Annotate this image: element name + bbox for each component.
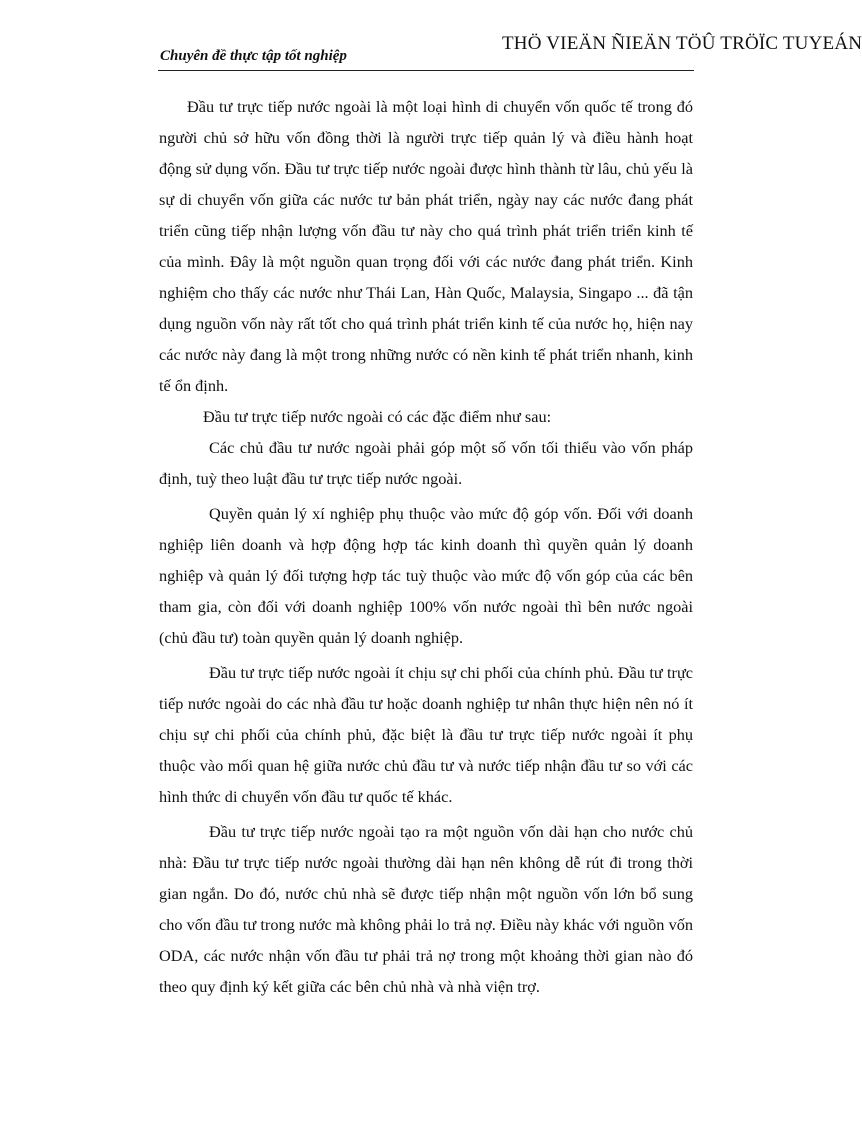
paragraph: Đầu tư trực tiếp nước ngoài tạo ra một nguồn vốn dài hạn cho nước chủ nhà: Đầu tư trực tiếp nước ngoài thường dài hạn nên không dễ rút đi trong thời gian ngắn. Do đó, nước chủ nhà sẽ được tiếp nhận một nguồn vốn lớn bổ sung cho vốn đầu tư trong nước mà không phải lo trả nợ. Điều này khác với nguồn vốn ODA, các nước nhận vốn đầu tư phải trả nợ trong một khoảng thời gian nào đó theo quy định ký kết giữa các bên chủ nhà và nhà viện trợ. — [159, 822, 693, 996]
document-body — [159, 91, 693, 1002]
library-watermark: THÖ VIEÄN ÑIEÄN TÖÛ TRÖÏC TUYEÁN — [502, 33, 862, 54]
header-title: Chuyên đề thực tập tốt nghiệp — [160, 48, 347, 64]
paragraph: Quyền quản lý xí nghiệp phụ thuộc vào mức độ góp vốn. Đối với doanh nghiệp liên doanh và hợp động hợp tác kinh doanh thì quyền quản lý doanh nghiệp và quản lý đối tượng hợp tác tuỳ thuộc vào mức độ vốn góp của các bên tham gia, còn đối với doanh nghiệp 100% vốn nước ngoài thì bên nước ngoài (chủ đầu tư) toàn quyền quản lý doanh nghiệp. — [159, 504, 693, 647]
paragraph: Đầu tư trực tiếp nước ngoài là một loại hình di chuyển vốn quốc tế trong đó người chủ sở hữu vốn đồng thời là người trực tiếp quản lý và điều hành hoạt động sử dụng vốn. Đầu tư trực tiếp nước ngoài được hình thành từ lâu, chủ yếu là sự di chuyển vốn giữa các nước tư bản phát triển, ngày nay các nước đang phát triển cũng tiếp nhận lượng vốn đầu tư này cho quá trình phát triển triển kinh tế của mình. Đây là một nguồn quan trọng đối với các nước đang phát triển. Kinh nghiệm cho thấy các nước như Thái Lan, Hàn Quốc, Malaysia, Singapo ... đã tận dụng nguồn vốn này rất tốt cho quá trình phát triển kinh tế của nước họ, hiện nay các nước này đang là một trong những nước có nền kinh tế phát triển nhanh, kinh tế ổn định. — [159, 97, 693, 395]
paragraph: Các chủ đầu tư nước ngoài phải góp một số vốn tối thiểu vào vốn pháp định, tuỳ theo luật đầu tư trực tiếp nước ngoài. — [159, 438, 693, 488]
header-divider — [158, 70, 694, 71]
paragraph: Đầu tư trực tiếp nước ngoài ít chịu sự chi phối của chính phủ. Đầu tư trực tiếp nước ngoài do các nhà đầu tư hoặc doanh nghiệp tư nhân thực hiện nên nó ít chịu sự chi phối của chính phủ, đặc biệt là đầu tư trực tiếp nước ngoài ít phụ thuộc vào mối quan hệ giữa nước chủ đầu tư và nước tiếp nhận đầu tư so với các hình thức di chuyển vốn đầu tư quốc tế khác. — [159, 663, 693, 806]
paragraph: Đầu tư trực tiếp nước ngoài có các đặc điểm như sau: — [203, 407, 552, 426]
